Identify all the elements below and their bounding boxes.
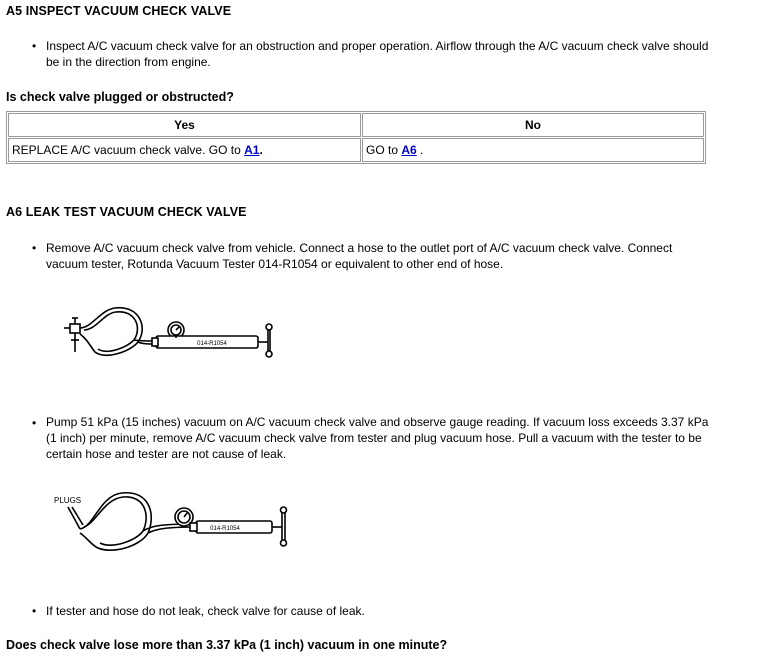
a6-bullet-1-line-1: Remove A/C vacuum check valve from vehicle. Connect a hose to the outlet port of A/C vacuum check valve. Connect <box>46 241 673 255</box>
a6-bullet-1-line-2: vacuum tester, Rotunda Vacuum Tester 014-R1054 or equivalent to other end of hose. <box>46 257 504 271</box>
a5-decision-table <box>6 111 706 164</box>
table-header-row <box>8 113 704 137</box>
bullet-icon: • <box>32 416 37 430</box>
a5-bullet-line-1: Inspect A/C vacuum check valve for an obstruction and proper operation. Airflow through the A/C vacuum check valve should <box>46 39 709 53</box>
a5-title: A5 INSPECT VACUUM CHECK VALVE <box>6 4 232 18</box>
a6-bullet-2-text <box>46 414 708 462</box>
figure-1-label: 014-R1054 <box>197 341 227 347</box>
link-a6[interactable]: A6 <box>401 143 417 157</box>
a6-bullet-2-line-1: Pump 51 kPa (15 inches) vacuum on A/C vacuum check valve and observe gauge reading. If vacuum loss exceeds 3.37 kPa <box>46 415 709 429</box>
link-a1[interactable]: A1 <box>244 143 260 157</box>
a6-question: Does check valve lose more than 3.37 kPa (1 inch) vacuum in one minute? <box>6 638 448 652</box>
header-no: No <box>362 113 704 137</box>
table-row <box>8 138 704 162</box>
a5-question: Is check valve plugged or obstructed? <box>6 90 234 104</box>
a5-bullet-text <box>46 38 708 70</box>
a6-bullet-2-line-2: (1 inch) per minute, remove A/C vacuum check valve from tester and plug vacuum hose. Pull a vacuum with the tester to be <box>46 431 702 445</box>
plugs-label: PLUGS <box>54 496 82 505</box>
cell-no-text: GO to <box>366 143 402 157</box>
a6-bullet-2-line-3: certain hose and tester are not cause of leak. <box>46 447 287 461</box>
vacuum-tester-diagram-1 <box>60 300 290 370</box>
figure-2-label: 014-R1054 <box>210 526 240 532</box>
cell-yes-suffix: . <box>259 143 263 157</box>
vacuum-tester-diagram-2 <box>50 485 300 565</box>
header-yes: Yes <box>8 113 361 137</box>
cell-yes <box>8 138 361 162</box>
bullet-icon: • <box>32 241 37 255</box>
a6-bullet-1-text <box>46 240 672 272</box>
a6-title: A6 LEAK TEST VACUUM CHECK VALVE <box>6 205 247 219</box>
a6-bullet-3-text: If tester and hose do not leak, check valve for cause of leak. <box>46 604 365 618</box>
cell-yes-text: REPLACE A/C vacuum check valve. GO to <box>12 143 245 157</box>
cell-no-suffix: . <box>416 143 424 157</box>
bullet-icon: • <box>32 39 37 53</box>
a5-bullet-line-2: be in the direction from engine. <box>46 55 211 69</box>
bullet-icon: • <box>32 604 37 618</box>
cell-no <box>362 138 704 162</box>
